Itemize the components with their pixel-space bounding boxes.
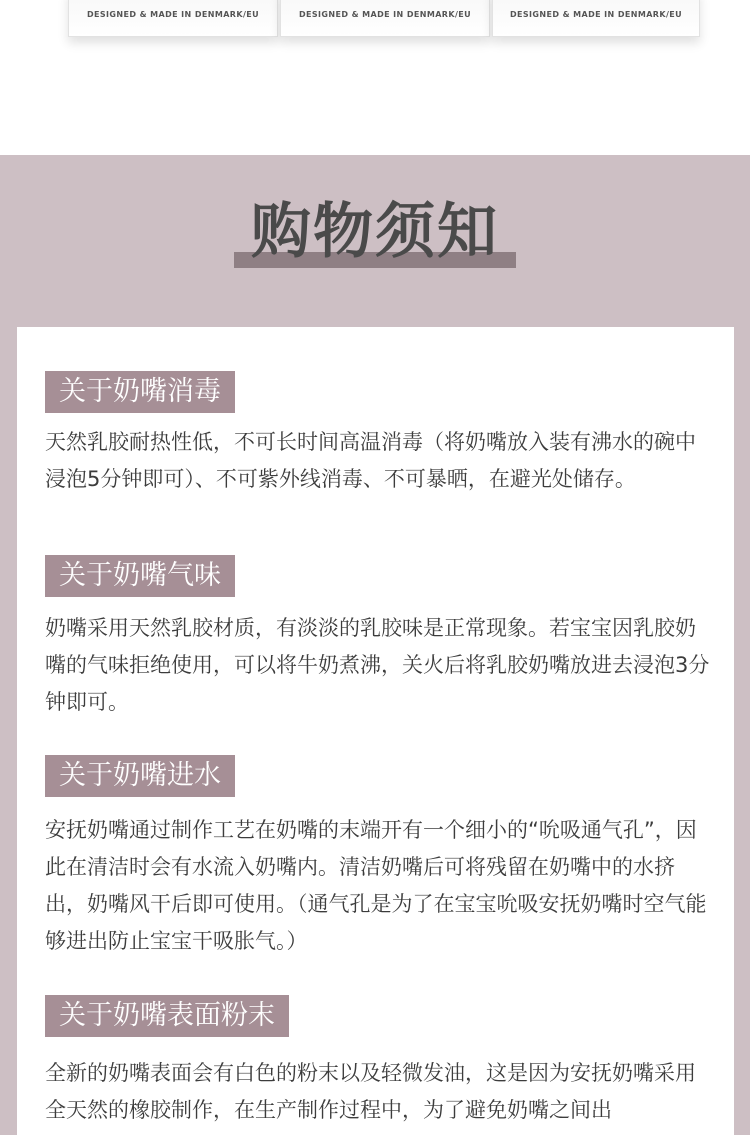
notice-heading-odor: 关于奶嘴气味 [45, 555, 235, 597]
section-title: 购物须知 [251, 197, 499, 267]
product-image-strip [0, 0, 750, 155]
notice-text-powder: 全新的奶嘴表面会有白色的粉末以及轻微发油，这是因为安抚奶嘴采用全天然的橡胶制作，在生产制作过程中，为了避免奶嘴之间出 [45, 1061, 696, 1122]
notice-heading-disinfection: 关于奶嘴消毒 [45, 371, 235, 413]
notice-heading-water: 关于奶嘴进水 [45, 755, 235, 797]
product-box-label: DESIGNED & MADE IN DENMARK/EU [298, 10, 472, 19]
product-box [280, 0, 490, 37]
product-box [492, 0, 700, 37]
product-box-label: DESIGNED & MADE IN DENMARK/EU [509, 10, 683, 19]
section-title-block [234, 197, 516, 268]
shopping-notice-section [0, 155, 750, 1135]
notice-text-water: 安抚奶嘴通过制作工艺在奶嘴的末端开有一个细小的“吮吸通气孔”，因此在清洁时会有水流入奶嘴内。清洁奶嘴后可将残留在奶嘴中的水挤出，奶嘴风干后即可使用。（通气孔是为了在宝宝吮吸安抚奶嘴时空气能够进出防止宝宝干吸胀气。） [45, 818, 707, 953]
notice-text-disinfection: 天然乳胶耐热性低，不可长时间高温消毒（将奶嘴放入装有沸水的碗中浸泡5分钟即可）、不可紫外线消毒、不可暴晒，在避光处储存。 [45, 430, 696, 491]
product-box-label: DESIGNED & MADE IN DENMARK/EU [86, 10, 260, 19]
notice-heading-powder: 关于奶嘴表面粉末 [45, 995, 289, 1037]
product-box [68, 0, 278, 37]
notice-text-odor: 奶嘴采用天然乳胶材质，有淡淡的乳胶味是正常现象。若宝宝因乳胶奶嘴的气味拒绝使用，可以将牛奶煮沸，关火后将乳胶奶嘴放进去浸泡3分钟即可。 [45, 616, 710, 714]
notice-card [17, 327, 734, 1147]
